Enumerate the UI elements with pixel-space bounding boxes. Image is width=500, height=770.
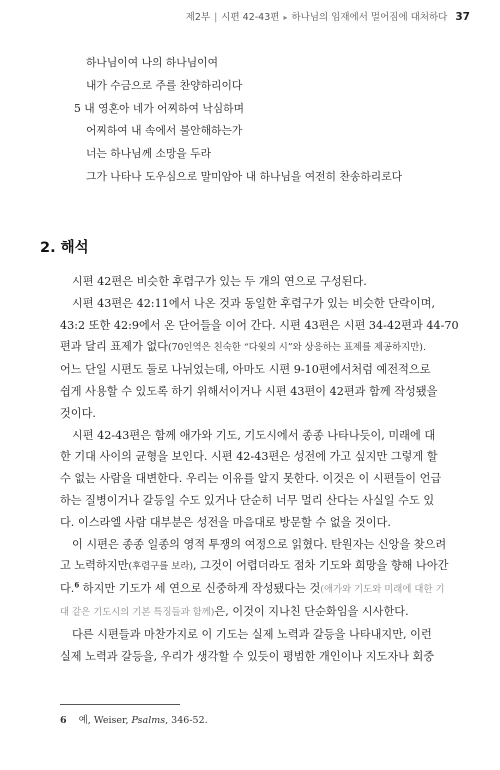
text-line: 한 기대 사이의 균형을 보인다. 시편 42-43편은 성전에 가고 싶지만 그렇게 할 xyxy=(60,450,438,464)
text-span: 다. xyxy=(60,582,75,596)
text-span: 하지만 기도가 세 연으로 신중하게 작성됐다는 것 xyxy=(79,582,321,596)
text-line: 수 없는 사람을 대변한다. 우리는 이유를 알지 못한다. 이것은 이 시편들이 언급 xyxy=(60,472,442,486)
parenthetical-note: 대 같은 기도시의 기본 특징들과 함께) xyxy=(60,606,215,618)
footnote-pages: , 346-52. xyxy=(165,715,208,726)
section-heading: 2. 해석 xyxy=(40,240,89,256)
psalm-quote xyxy=(74,52,476,189)
text-line: 것이다. xyxy=(60,406,96,420)
text-line: 시편 42편은 비슷한 후렴구가 있는 두 개의 연으로 구성된다. xyxy=(72,275,367,288)
running-header xyxy=(120,9,470,23)
text-span: 편과 달리 표제가 없다 xyxy=(60,340,168,354)
footnote-divider xyxy=(60,704,180,705)
poem-line: 그가 나타나 도우심으로 말미암아 내 하나님을 여전히 찬송하리로다 xyxy=(86,169,403,183)
text-line: 시편 42-43편은 함께 애가와 기도, 기도시에서 종종 나타나듯이, 미래에 대 xyxy=(72,428,436,442)
text-line xyxy=(60,601,462,624)
text-span: 은, 이것이 지나친 단순화임을 시사한다. xyxy=(214,604,409,618)
footnote-number: 6 xyxy=(60,715,67,726)
footnote-book-title: Psalms xyxy=(131,715,166,726)
parenthetical-note: (후렴구를 보라) xyxy=(128,561,194,573)
footnote-marker[interactable]: 6 xyxy=(74,580,80,590)
triangle-right-icon: ▸ xyxy=(283,13,288,22)
text-span: 고 노력하지만 xyxy=(60,559,129,573)
text-line: 시편 43편은 42:11에서 나온 것과 동일한 후렴구가 있는 비슷한 단락이며, xyxy=(72,296,436,310)
text-line: 다른 시편들과 마찬가지로 이 기도는 실제 노력과 갈등을 나타내지만, 이런 xyxy=(72,627,432,641)
poem-line: 5 내 영혼아 네가 어찌하여 낙심하며 xyxy=(74,101,245,115)
footnote-text: 예, Weiser, xyxy=(78,715,132,726)
poem-line: 너는 하나님께 소망을 두라 xyxy=(86,147,212,161)
poem-line: 내가 수금으로 주를 찬양하리이다 xyxy=(86,78,243,92)
text-line xyxy=(60,555,462,578)
parenthetical-note: (애가와 기도와 미래에 대한 기 xyxy=(320,584,445,596)
body-text xyxy=(60,271,462,667)
text-span: , 그것이 어렵더라도 점차 기도와 희망을 향해 나아간 xyxy=(193,559,449,573)
parenthetical-note: (70인역은 친숙한 “다윗의 시”와 상응하는 표제를 제공하지만). xyxy=(167,342,426,354)
header-part: 제2부 xyxy=(185,12,211,23)
text-line: 하는 질병이거나 갈등일 수도 있거나 단순히 너무 멀리 산다는 사실일 수도 있 xyxy=(60,493,435,507)
text-line: 어느 단일 시편도 둘로 나뉘었는데, 아마도 시편 9-10편에서처럼 예전적으로 xyxy=(60,363,431,377)
text-line: 이 시편은 종종 일종의 영적 투쟁의 여정으로 읽혔다. 탄원자는 신앙을 찾으려 xyxy=(72,537,447,551)
page-number: 37 xyxy=(455,11,470,23)
header-separator: | xyxy=(214,12,218,23)
text-line: 43:2 또한 42:9에서 온 단어들을 이어 간다. 시편 43편은 시편 34-42편과 44-70 xyxy=(60,318,459,332)
text-line xyxy=(60,336,462,359)
text-line: 실제 노력과 갈등을, 우리가 생각할 수 있듯이 평범한 개인이나 지도자나 회중 xyxy=(60,649,435,663)
text-line: 다. 이스라엘 사람 대부분은 성전을 마음대로 방문할 수 없을 것이다. xyxy=(60,515,391,529)
poem-line: 하나님이여 나의 하나님이여 xyxy=(86,56,219,69)
text-line xyxy=(60,578,462,601)
text-line: 쉽게 사용할 수 있도록 하기 위해서이거나 시편 43편이 42편과 함께 작성됐을 xyxy=(60,384,438,398)
poem-line: 어찌하여 내 속에서 불안해하는가 xyxy=(86,124,243,138)
header-chapter-title: 하나님의 임재에서 멀어짐에 대처하다 xyxy=(291,12,448,23)
header-section: 시편 42-43편 xyxy=(221,12,280,23)
footnote xyxy=(60,712,208,726)
